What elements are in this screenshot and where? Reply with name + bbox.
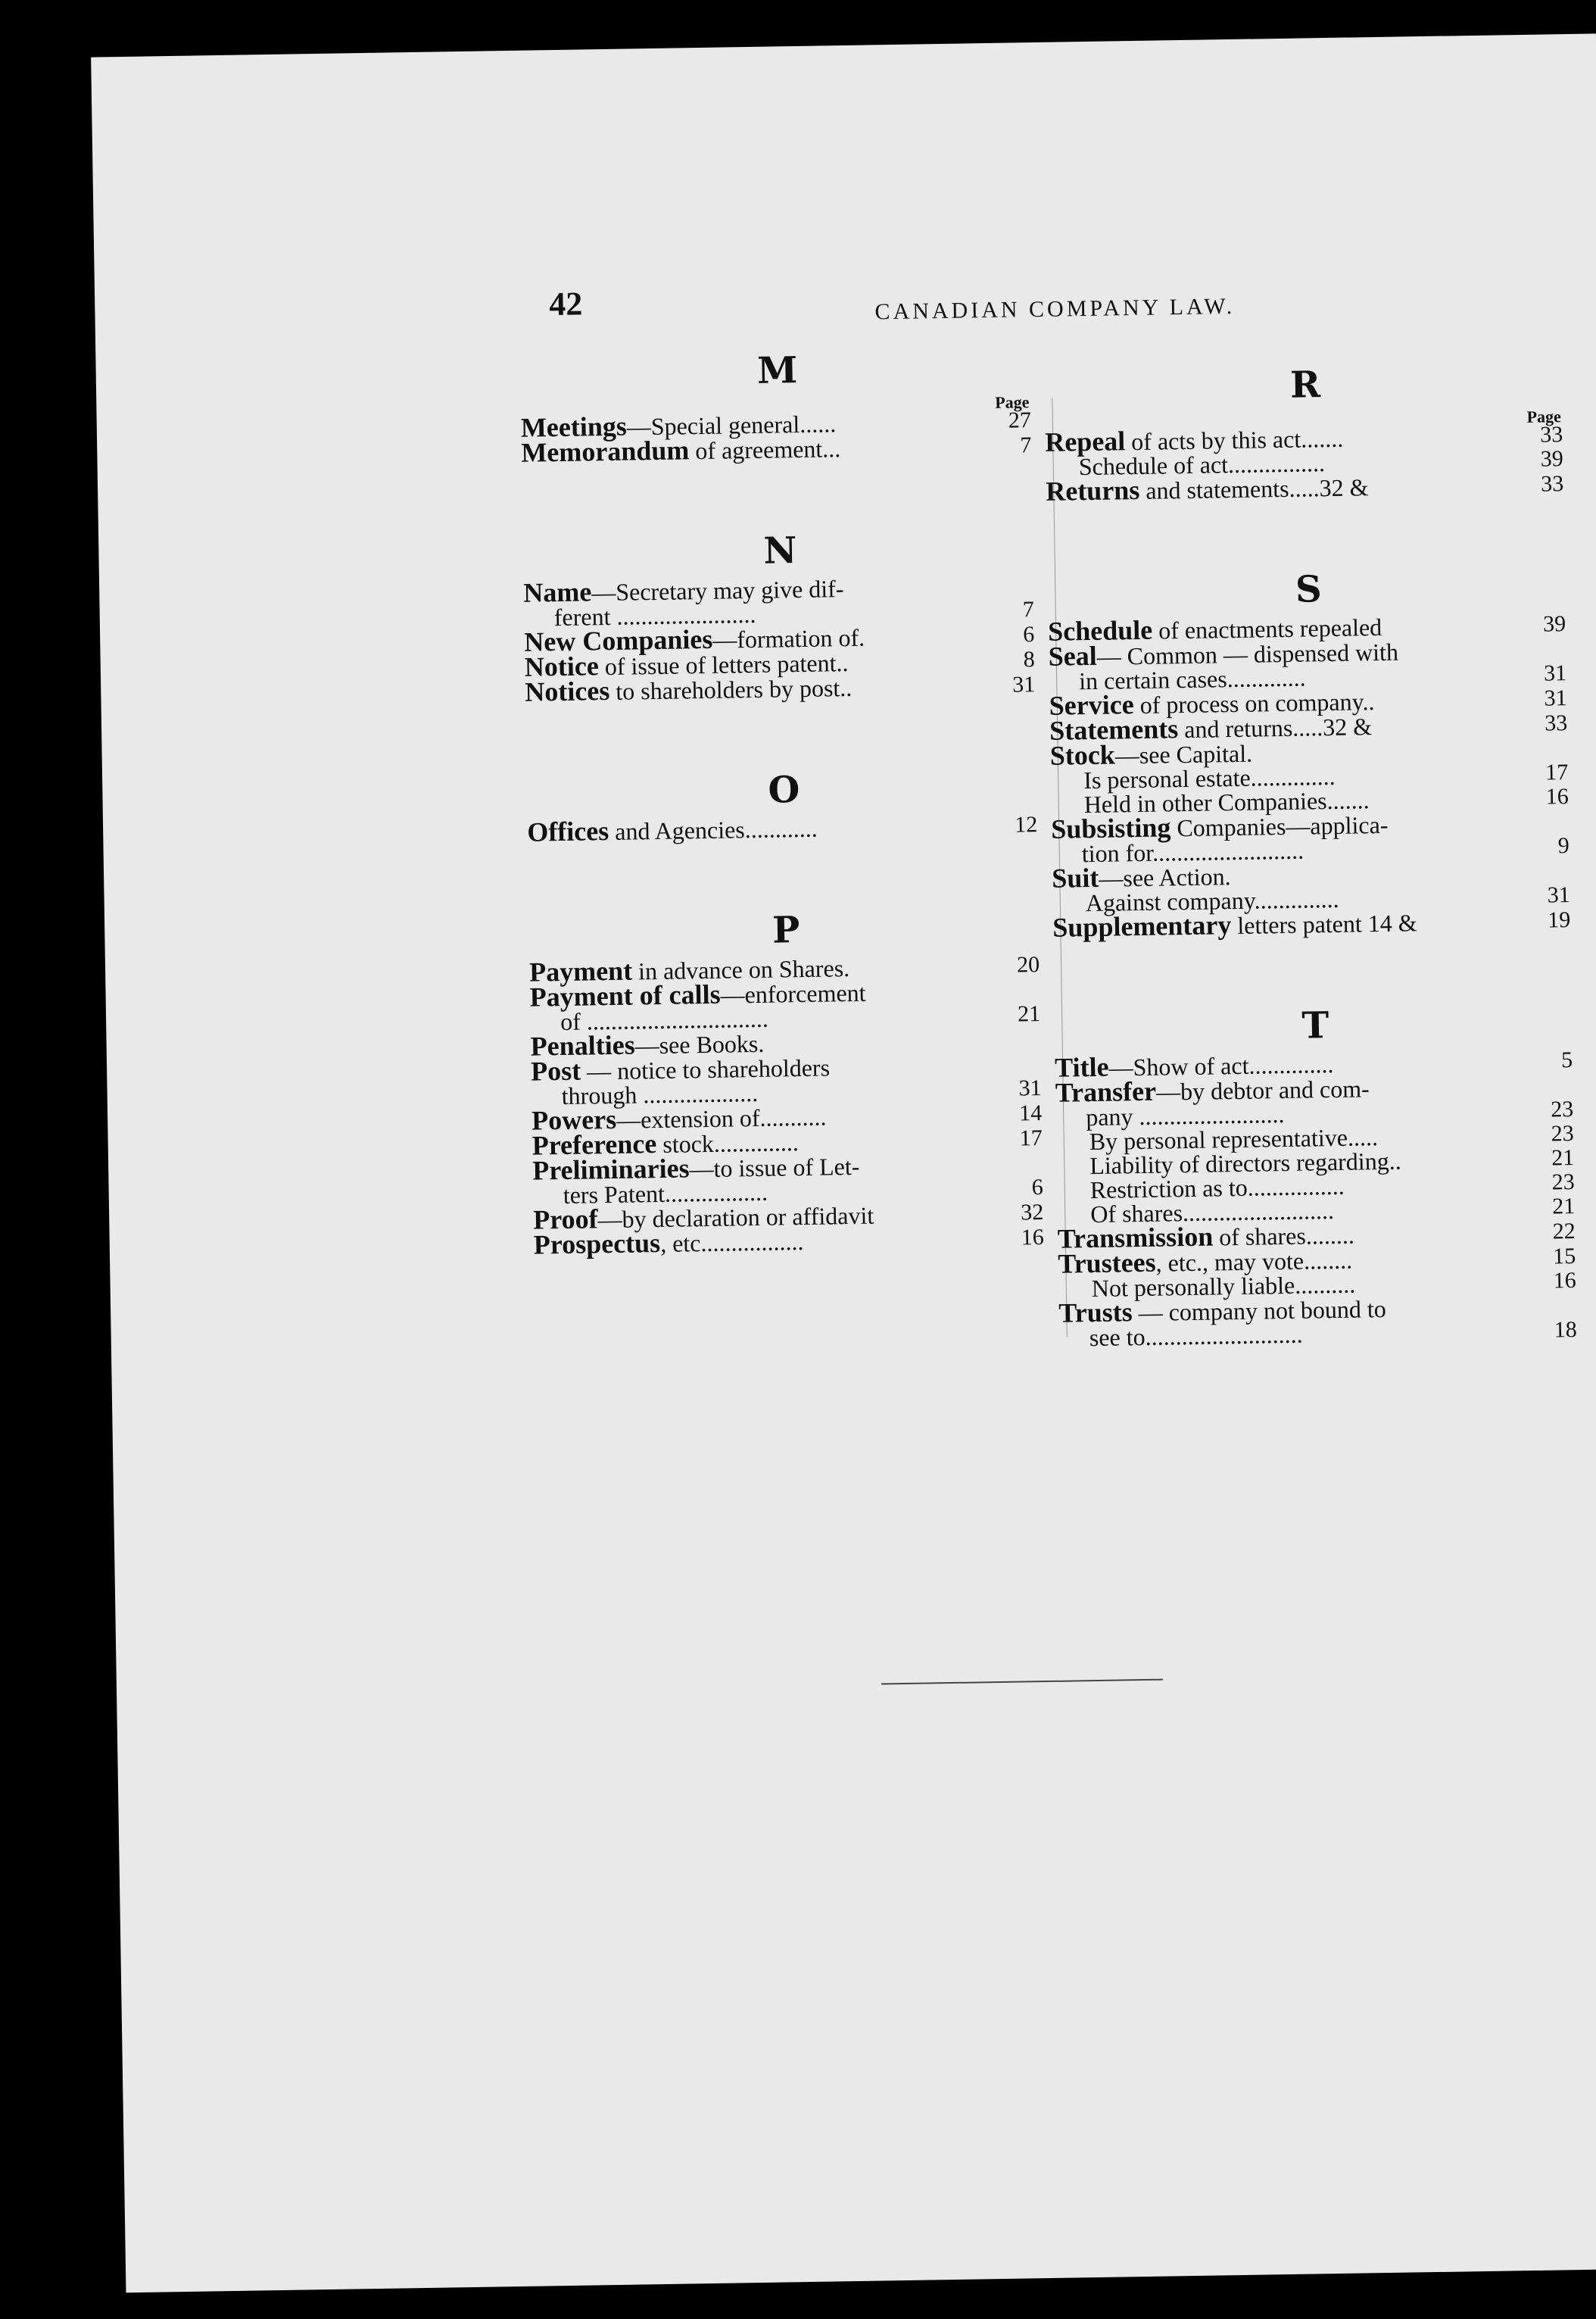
entry-text: , etc.................: [659, 1228, 804, 1257]
entry-heading: Notice: [524, 651, 600, 682]
document-page: [91, 33, 1596, 2292]
index-section: [1047, 564, 1576, 941]
page-number: 42: [548, 285, 583, 323]
entry-page-number: 33: [1540, 471, 1564, 497]
entry-heading: Powers: [531, 1103, 617, 1136]
entry-page-number: 16: [1553, 1268, 1576, 1294]
entry-text: Against company..............: [1085, 885, 1339, 917]
entry-text: and Agencies............: [608, 814, 818, 845]
index-entry: [1055, 1072, 1579, 1130]
index-section: [528, 905, 1049, 1258]
page-column-label: Page: [995, 392, 1030, 412]
entry-text: — company not bound to: [1132, 1294, 1387, 1327]
index-entry: [531, 1051, 1046, 1109]
entry-page-number: 31: [1018, 1075, 1042, 1101]
entry-page-number: 15: [1552, 1244, 1576, 1269]
entry-heading: Title: [1054, 1051, 1109, 1083]
entry-page-number: 7: [1020, 432, 1032, 458]
entry-page-number: 6: [1031, 1175, 1043, 1200]
index-section: [522, 526, 1040, 705]
entry-text: —see Capital.: [1114, 739, 1253, 769]
index-section: [519, 345, 1036, 466]
section-letter: P: [772, 909, 800, 952]
section-letter: R: [1289, 364, 1321, 407]
entry-heading: Meetings: [520, 410, 628, 443]
entry-continuation: see to..........................: [1089, 1320, 1303, 1352]
entry-heading: Name: [522, 576, 592, 608]
entry-page-number: 6: [1022, 622, 1035, 648]
entry-page-number: 21: [1017, 1001, 1041, 1027]
entry-page-number: 18: [1554, 1316, 1578, 1343]
entry-page-number: 9: [1557, 833, 1570, 859]
entry-text: Not personally liable..........: [1091, 1270, 1356, 1303]
entry-page-number: 16: [1021, 1225, 1045, 1250]
entry-text: of process on company..: [1133, 688, 1375, 719]
entry-continuation: in certain cases.............: [1078, 663, 1306, 695]
index-entry: [1052, 907, 1575, 941]
entry-text: —Secretary may give dif-: [591, 575, 844, 607]
entry-heading: Schedule: [1047, 614, 1153, 647]
entry-text: —extension of...........: [616, 1103, 827, 1134]
entry-text: Companies—applica-: [1171, 810, 1389, 842]
entry-heading: Supplementary: [1052, 910, 1232, 943]
entry-text: stock..............: [656, 1128, 800, 1159]
entry-page-number: 21: [1551, 1145, 1575, 1171]
entry-text: letters patent 14 &: [1231, 909, 1417, 940]
entry-heading: Post: [530, 1055, 581, 1087]
entry-text: Of shares.........................: [1089, 1197, 1335, 1228]
index-section: [526, 765, 1042, 845]
entry-heading: Memorandum: [521, 435, 690, 468]
entry-text: of acts by this act.......: [1124, 424, 1344, 456]
entry-heading: Seal: [1048, 640, 1098, 672]
page-column-label: Page: [1526, 407, 1562, 426]
entry-continuation: pany ........................: [1085, 1100, 1285, 1131]
entry-page-number: 32: [1020, 1200, 1044, 1225]
entry-page-number: 31: [1544, 685, 1567, 711]
entry-heading: Transmission: [1057, 1221, 1214, 1254]
section-letter: O: [768, 769, 800, 812]
entry-text: and statements.....32 &: [1139, 473, 1369, 504]
entry-heading: Notices: [525, 675, 610, 707]
entry-text: By personal representative.....: [1089, 1123, 1379, 1156]
index-column-right: [1044, 360, 1583, 1419]
running-head: CANADIAN COMPANY LAW.: [874, 293, 1236, 325]
entry-text: Held in other Companies.......: [1083, 786, 1370, 819]
section-letter: T: [1301, 1004, 1329, 1047]
entry-heading: Preliminaries: [531, 1153, 690, 1186]
section-letter: N: [763, 529, 797, 573]
entry-page-number: 27: [1008, 407, 1032, 433]
entry-page-number: 39: [1540, 446, 1563, 472]
index-section: [1054, 1000, 1582, 1350]
entry-continuation: of ..............................: [560, 1004, 769, 1036]
entry-text: —to issue of Let-: [689, 1152, 860, 1183]
index-entry: [532, 1150, 1048, 1208]
entry-heading: Statements: [1049, 713, 1179, 746]
entry-text: — notice to shareholders: [580, 1053, 831, 1085]
entry-text: in advance on Shares.: [631, 954, 850, 985]
entry-text: —see Action.: [1099, 863, 1231, 892]
index-entry: [1058, 1293, 1582, 1350]
entry-heading: Proof: [532, 1203, 598, 1235]
entry-heading: Penalties: [530, 1029, 635, 1062]
entry-heading: Transfer: [1055, 1075, 1157, 1108]
entry-heading: Service: [1049, 689, 1134, 721]
entry-heading: Trusts: [1058, 1297, 1133, 1328]
entry-heading: Returns: [1045, 474, 1140, 507]
entry-text: Is personal estate..............: [1083, 762, 1336, 794]
entry-page-number: 33: [1539, 422, 1563, 448]
entry-page-number: 12: [1014, 812, 1038, 838]
entry-text: of shares........: [1212, 1221, 1355, 1251]
section-letter: M: [756, 349, 798, 392]
index-entry: [527, 812, 1042, 845]
entry-page-number: 20: [1016, 952, 1040, 978]
entry-page-number: 8: [1023, 647, 1036, 673]
index-section: [1044, 360, 1569, 507]
entry-page-number: 23: [1551, 1121, 1574, 1147]
entry-continuation: through ...................: [561, 1078, 759, 1110]
entry-text: — Common — dispensed with: [1096, 638, 1399, 670]
index-entry: [529, 977, 1045, 1035]
entry-page-number: 17: [1019, 1125, 1043, 1151]
entry-page-number: 19: [1547, 907, 1571, 933]
entry-page-number: 23: [1551, 1169, 1575, 1195]
entry-heading: Prospectus: [533, 1227, 661, 1260]
entry-text: of agreement...: [689, 435, 841, 465]
entry-text: Restriction as to................: [1089, 1172, 1345, 1204]
entry-text: —by declaration or affidavit: [597, 1201, 874, 1234]
entry-page-number: 21: [1551, 1194, 1576, 1219]
entry-page-number: 23: [1550, 1097, 1574, 1122]
entry-page-number: 39: [1542, 611, 1566, 637]
entry-heading: Repeal: [1044, 426, 1126, 457]
entry-text: —Show of act..............: [1108, 1050, 1334, 1081]
entry-page-number: 14: [1018, 1100, 1043, 1126]
entry-text: —by debtor and com-: [1155, 1075, 1370, 1106]
index-entry: [523, 573, 1039, 630]
entry-text: —enforcement: [720, 978, 866, 1009]
entry-text: —see Books.: [634, 1029, 765, 1060]
entry-page-number: 31: [1547, 882, 1570, 908]
section-letter: S: [1295, 568, 1323, 611]
entry-heading: Payment: [528, 955, 633, 988]
entry-text: , etc., may vote........: [1155, 1246, 1353, 1277]
entry-page-number: 5: [1560, 1047, 1573, 1073]
entry-text: Liability of directors regarding..: [1089, 1147, 1401, 1180]
index-entry: [525, 672, 1040, 705]
index-entry: [1051, 809, 1574, 866]
entry-heading: Offices: [526, 815, 609, 847]
entry-page-number: 31: [1012, 672, 1036, 698]
entry-page-number: 16: [1545, 784, 1569, 810]
entry-text: to shareholders by post..: [609, 673, 853, 705]
closing-rule: [881, 1679, 1163, 1685]
entry-text: of enactments repealed: [1152, 613, 1382, 645]
entry-page-number: 17: [1545, 760, 1569, 785]
entry-continuation: ferent .......................: [553, 600, 756, 632]
entry-text: —formation of.: [712, 623, 865, 654]
entry-heading: Preference: [531, 1128, 657, 1161]
entry-heading: Suit: [1051, 862, 1099, 894]
entry-page-number: 7: [1022, 597, 1034, 623]
entry-continuation: tion for.........................: [1081, 836, 1305, 868]
entry-text: —Special general......: [626, 410, 837, 441]
entry-text: and returns.....32 &: [1177, 713, 1373, 744]
entry-text: of issue of letters patent..: [598, 649, 849, 681]
entry-page-number: 33: [1544, 710, 1568, 736]
entry-text: Schedule of act................: [1078, 449, 1326, 481]
entry-page-number: 22: [1552, 1219, 1576, 1244]
index-entry: [1045, 471, 1568, 507]
entry-heading: New Companies: [524, 623, 713, 657]
entry-heading: Payment of calls: [529, 978, 721, 1013]
entry-heading: Subsisting: [1050, 812, 1171, 844]
index-entry: [521, 432, 1036, 466]
index-column-left: [519, 345, 1049, 1326]
index-entry: [534, 1225, 1049, 1258]
entry-heading: Trustees: [1057, 1247, 1156, 1279]
entry-continuation: ters Patent.................: [563, 1178, 768, 1209]
entry-heading: Stock: [1049, 739, 1116, 771]
entry-page-number: 31: [1543, 660, 1567, 686]
index-entry: [1048, 636, 1571, 694]
